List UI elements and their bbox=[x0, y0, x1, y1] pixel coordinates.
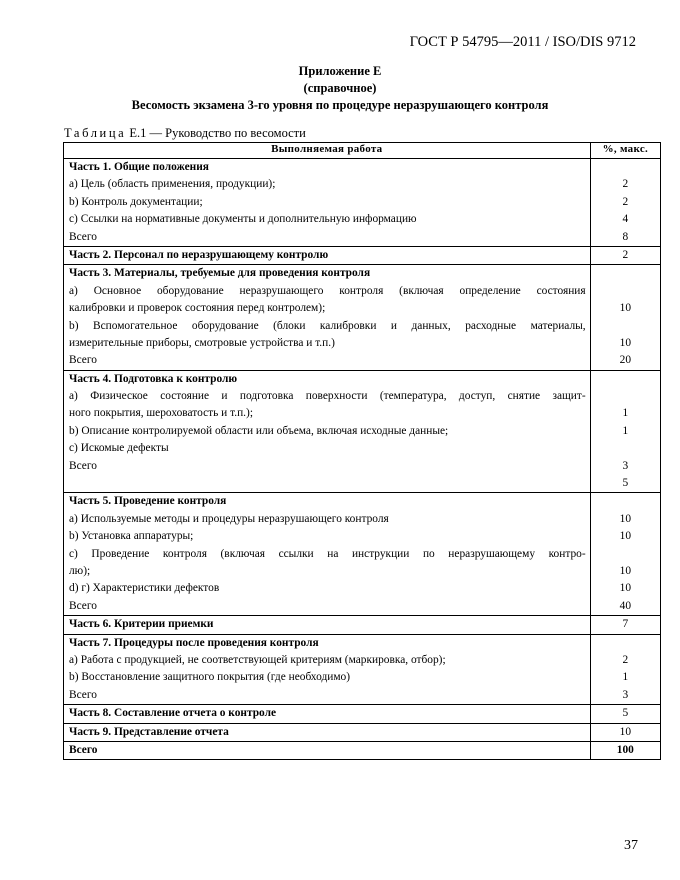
section-title: Часть 7. Процедуры после проведения контроля bbox=[69, 636, 319, 649]
section-title: Всего bbox=[69, 743, 98, 756]
percent-value-extra: 5 bbox=[622, 477, 629, 490]
section-title-row bbox=[64, 265, 661, 283]
work-cell bbox=[64, 511, 591, 528]
percent-cell bbox=[590, 283, 660, 318]
percent-value: 1 bbox=[622, 424, 629, 437]
section-title-row bbox=[64, 616, 661, 634]
percent-cell bbox=[590, 423, 660, 440]
section-title: Часть 3. Материалы, требуемые для проведения контроля bbox=[69, 267, 371, 280]
section-value-cell bbox=[590, 723, 660, 741]
appendix-heading bbox=[0, 63, 680, 114]
work-cell bbox=[64, 580, 591, 597]
section-title-row bbox=[64, 370, 661, 388]
percent-cell bbox=[590, 211, 660, 228]
section-value: 7 bbox=[622, 618, 629, 631]
header-percent: %, макс. bbox=[590, 143, 660, 159]
section-value-cell bbox=[590, 265, 660, 283]
section-value-cell bbox=[590, 634, 660, 652]
percent-value: 3 bbox=[622, 688, 629, 701]
section-value bbox=[591, 265, 660, 282]
section-title-cell bbox=[64, 159, 591, 177]
work-cell bbox=[64, 352, 591, 370]
section-value-cell bbox=[590, 246, 660, 264]
work-text: b) Вспомогательное оборудование (блоки калибровки и данных, расходные материалы, bbox=[69, 319, 586, 332]
section-title-cell bbox=[64, 265, 591, 283]
percent-cell bbox=[590, 176, 660, 193]
section-title: Часть 2. Персонал по неразрушающему контролю bbox=[69, 248, 329, 261]
table-body bbox=[64, 159, 661, 760]
table-header-row bbox=[64, 143, 661, 159]
percent-cell bbox=[590, 458, 660, 493]
table-row bbox=[64, 458, 661, 493]
work-cell bbox=[64, 652, 591, 669]
section-value-cell bbox=[590, 159, 660, 177]
section-title-row bbox=[64, 741, 661, 759]
section-title-cell bbox=[64, 741, 591, 759]
work-text: с) Ссылки на нормативные документы и дополнительную информацию bbox=[69, 213, 417, 226]
section-value-cell bbox=[590, 741, 660, 759]
work-text: Всего bbox=[69, 459, 97, 472]
section-title-cell bbox=[64, 493, 591, 511]
work-text bbox=[69, 475, 586, 492]
header-work: Выполняемая работа bbox=[64, 143, 591, 159]
table-row bbox=[64, 194, 661, 211]
section-value-cell bbox=[590, 493, 660, 511]
work-cell bbox=[64, 423, 591, 440]
table-row bbox=[64, 352, 661, 370]
section-value bbox=[591, 635, 660, 652]
standard-code: ГОСТ Р 54795—2011 / ISO/DIS 9712 bbox=[409, 34, 636, 50]
section-title-cell bbox=[64, 616, 591, 634]
section-title-cell bbox=[64, 634, 591, 652]
section-title-row bbox=[64, 246, 661, 264]
work-cell bbox=[64, 211, 591, 228]
work-text: b) Описание контролируемой области или объема, включая исходные данные; bbox=[69, 424, 449, 437]
table-row bbox=[64, 318, 661, 353]
section-title-cell bbox=[64, 370, 591, 388]
section-value: 2 bbox=[622, 248, 629, 261]
section-value-cell bbox=[590, 705, 660, 723]
work-text: b) Контроль документации; bbox=[69, 195, 203, 208]
percent-spacer bbox=[591, 283, 660, 300]
work-cell bbox=[64, 283, 591, 318]
work-text: Всего bbox=[69, 230, 97, 243]
percent-cell bbox=[590, 440, 660, 457]
table-row bbox=[64, 528, 661, 545]
percent-value: 10 bbox=[619, 512, 632, 525]
section-value bbox=[591, 371, 660, 388]
table-row bbox=[64, 388, 661, 423]
work-text: а) Работа с продукцией, не соответствующей критериям (маркировка, отбор); bbox=[69, 653, 446, 666]
percent-cell bbox=[590, 687, 660, 705]
percent-value: 10 bbox=[619, 302, 632, 315]
section-title: Часть 6. Критерии приемки bbox=[69, 618, 214, 631]
work-text: калибровки и проверок состояния перед контролем); bbox=[69, 302, 326, 315]
percent-value: 2 bbox=[622, 195, 629, 208]
section-value-cell bbox=[590, 616, 660, 634]
work-text: а) Используемые методы и процедуры неразрушающего контроля bbox=[69, 512, 389, 525]
table-row bbox=[64, 283, 661, 318]
table-row bbox=[64, 511, 661, 528]
percent-value: 4 bbox=[622, 213, 629, 226]
section-value: 5 bbox=[622, 707, 629, 720]
section-title-row bbox=[64, 634, 661, 652]
work-cell bbox=[64, 546, 591, 581]
table-row bbox=[64, 580, 661, 597]
work-cell bbox=[64, 598, 591, 616]
work-cell bbox=[64, 669, 591, 686]
percent-value: 1 bbox=[622, 671, 629, 684]
percent-value: 10 bbox=[619, 564, 632, 577]
section-title-cell bbox=[64, 246, 591, 264]
percent-cell bbox=[590, 580, 660, 597]
percent-cell bbox=[590, 194, 660, 211]
percent-value: 10 bbox=[619, 336, 632, 349]
percent-cell bbox=[590, 388, 660, 423]
work-cell bbox=[64, 388, 591, 423]
percent-value: 40 bbox=[619, 599, 632, 612]
percent-cell bbox=[590, 598, 660, 616]
section-title: Часть 9. Представление отчета bbox=[69, 725, 229, 738]
table-row bbox=[64, 229, 661, 247]
work-text: Всего bbox=[69, 354, 97, 367]
section-title-row bbox=[64, 159, 661, 177]
work-text: а) Физическое состояние и подготовка поверхности (температура, доступ, снятие защит- bbox=[69, 390, 586, 403]
section-title: Часть 1. Общие положения bbox=[69, 161, 209, 173]
work-cell bbox=[64, 440, 591, 457]
work-text: с) Искомые дефекты bbox=[69, 442, 169, 455]
section-title-cell bbox=[64, 723, 591, 741]
table-row bbox=[64, 546, 661, 581]
work-text: а) Цель (область применения, продукции); bbox=[69, 178, 276, 191]
percent-spacer bbox=[591, 546, 660, 563]
section-title: Часть 5. Проведение контроля bbox=[69, 495, 227, 508]
table-row bbox=[64, 211, 661, 228]
percent-value: 2 bbox=[622, 653, 629, 666]
work-text: измерительные приборы, смотровые устройства и т.п.) bbox=[69, 336, 335, 349]
work-text: b) Восстановление защитного покрытия (где необходимо) bbox=[69, 671, 351, 684]
work-cell bbox=[64, 176, 591, 193]
percent-value: 1 bbox=[622, 407, 629, 420]
page-number: 37 bbox=[624, 838, 638, 853]
section-value: 100 bbox=[616, 743, 634, 756]
section-title-row bbox=[64, 723, 661, 741]
work-text: d) г) Характеристики дефектов bbox=[69, 582, 220, 595]
table-row bbox=[64, 176, 661, 193]
percent-value: 3 bbox=[622, 459, 629, 472]
work-cell bbox=[64, 194, 591, 211]
work-text: лю); bbox=[69, 564, 91, 577]
table-row bbox=[64, 423, 661, 440]
percent-value bbox=[591, 440, 660, 457]
work-text: а) Основное оборудование неразрушающего контроля (включая определение состояния bbox=[69, 284, 586, 297]
table-row bbox=[64, 598, 661, 616]
percent-cell bbox=[590, 652, 660, 669]
section-title: Часть 4. Подготовка к контролю bbox=[69, 372, 238, 385]
work-cell bbox=[64, 528, 591, 545]
percent-cell bbox=[590, 318, 660, 353]
percent-cell bbox=[590, 352, 660, 370]
percent-value: 10 bbox=[619, 582, 632, 595]
table-caption-prefix: Таблица bbox=[64, 126, 127, 140]
appendix-label: Приложение Е bbox=[298, 64, 382, 78]
work-text: ного покрытия, шероховатость и т.п.); bbox=[69, 407, 253, 420]
work-cell bbox=[64, 318, 591, 353]
work-text: b) Установка аппаратуры; bbox=[69, 530, 194, 543]
percent-spacer bbox=[591, 318, 660, 335]
work-cell bbox=[64, 687, 591, 705]
appendix-kind: (справочное) bbox=[303, 81, 377, 95]
appendix-title: Весомость экзамена 3-го уровня по процедуре неразрушающего контроля bbox=[131, 98, 549, 112]
percent-cell bbox=[590, 511, 660, 528]
work-text: с) Проведение контроля (включая ссылки на инструкции по неразрушающему контро- bbox=[69, 547, 586, 560]
section-title-cell bbox=[64, 705, 591, 723]
work-text: Всего bbox=[69, 688, 97, 701]
percent-value: 2 bbox=[622, 178, 629, 191]
percent-value: 10 bbox=[619, 530, 632, 543]
work-cell bbox=[64, 458, 591, 493]
percent-value: 8 bbox=[622, 230, 629, 243]
percent-value: 20 bbox=[619, 354, 632, 367]
work-text: Всего bbox=[69, 599, 97, 612]
section-value bbox=[591, 493, 660, 510]
work-cell bbox=[64, 229, 591, 247]
section-value: 10 bbox=[619, 725, 632, 738]
table-row bbox=[64, 669, 661, 686]
percent-cell bbox=[590, 669, 660, 686]
table-row bbox=[64, 652, 661, 669]
section-value-cell bbox=[590, 370, 660, 388]
section-title-row bbox=[64, 705, 661, 723]
percent-spacer bbox=[591, 388, 660, 405]
percent-cell bbox=[590, 546, 660, 581]
percent-cell bbox=[590, 528, 660, 545]
table-caption-text: Е.1 — Руководство по весомости bbox=[126, 126, 306, 140]
percent-cell bbox=[590, 229, 660, 247]
table-row bbox=[64, 440, 661, 457]
weighting-table bbox=[63, 142, 661, 760]
table-row bbox=[64, 687, 661, 705]
section-title-row bbox=[64, 493, 661, 511]
table-caption bbox=[64, 126, 306, 141]
section-title: Часть 8. Составление отчета о контроле bbox=[69, 707, 277, 720]
section-value bbox=[591, 159, 660, 176]
